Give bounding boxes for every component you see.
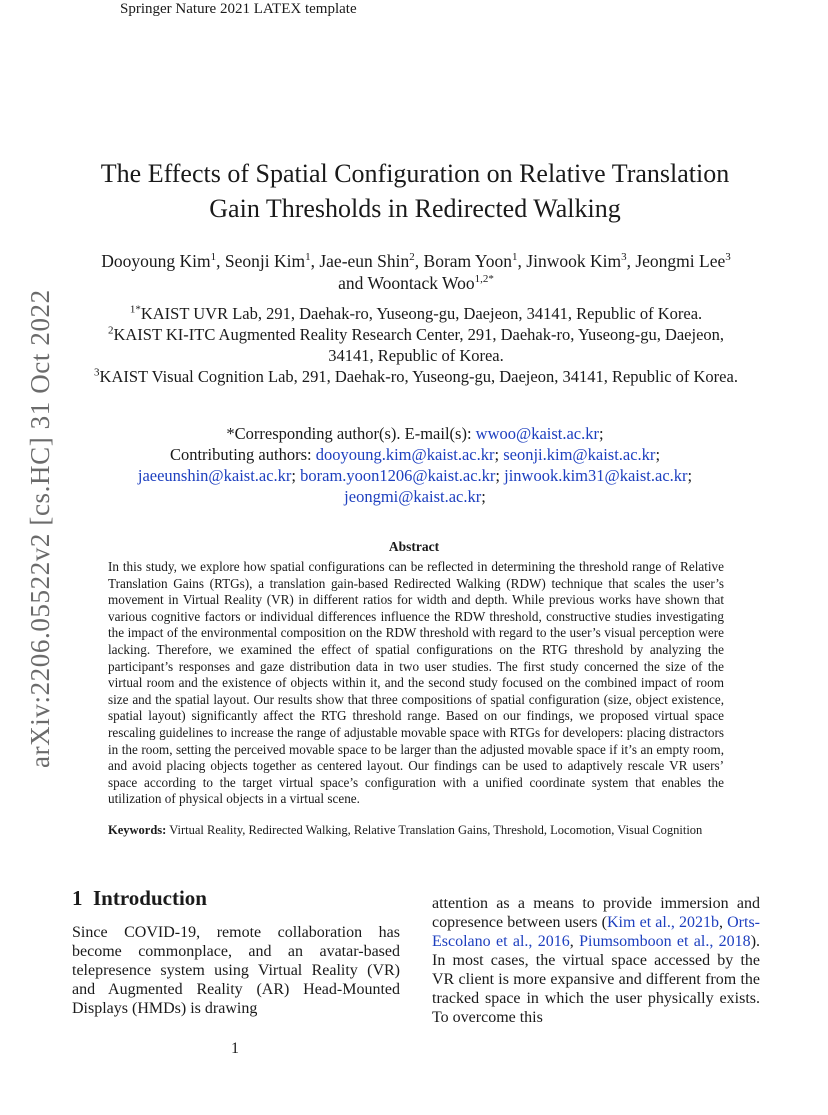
email-link[interactable]: dooyoung.kim@kaist.ac.kr	[315, 445, 495, 464]
keywords-label: Keywords:	[108, 823, 167, 837]
author: Woontack Woo	[367, 273, 475, 293]
body-column-right	[432, 894, 760, 1027]
arxiv-sidebar-stamp: arXiv:2206.05522v2 [cs.HC] 31 Oct 2022	[25, 289, 55, 768]
section-title: Introduction	[93, 886, 207, 910]
contributing-label: Contributing authors:	[169, 445, 312, 464]
author-affiliation-mark: 2	[409, 251, 415, 264]
keywords-text: Virtual Reality, Redirected Walking, Relative Translation Gains, Threshold, Locomotion, Visual Cognition	[169, 823, 703, 837]
affiliation-text: KAIST UVR Lab, 291, Daehak-ro, Yuseong-gu, Daejeon, 34141, Republic of Korea.	[140, 304, 703, 323]
affiliation-mark: 3	[94, 366, 100, 379]
affiliation-mark: 1*	[129, 303, 141, 316]
paragraph: Since COVID-19, remote collaboration has become commonplace, and an avatar-based telepresence system using Virtual Reality (VR) and Augmented Reality (AR) Head-Mounted Displays (HMDs) is drawing	[72, 924, 400, 1017]
affiliation-3	[86, 366, 746, 387]
paragraph-text: attention as a means to provide immersion and copresence between users (	[432, 895, 760, 931]
author: Seonji Kim	[224, 251, 306, 271]
email-link[interactable]: jinwook.kim31@kaist.ac.kr	[504, 466, 688, 485]
paragraph-text: ). In most cases, the virtual space accessed by the VR client is more expansive and different from the tracked space in which the user physically exists. To overcome this	[432, 933, 761, 1026]
correspondence-block: *Corresponding author(s). E-mail(s): wwoo@kaist.ac.kr; Contributing authors: dooyoung.kim@kaist.ac.kr; seonji.kim@kaist.ac.kr; jaeeunshin@kaist.ac.kr; boram.yoon1206@kaist.ac.kr; jinwook.kim31@kaist.ac.kr; jeongmi@kaist.ac.kr;	[137, 424, 693, 506]
author: Jae-eun Shin	[319, 251, 410, 271]
author-affiliation-mark: 1	[210, 251, 217, 264]
author-affiliation-mark: 3	[725, 251, 731, 264]
paragraph: attention as a means to provide immersion and copresence between users (Kim et al., 2021b, Orts-Escolano et al., 2016, Piumsomboon et al., 2018). In most cases, the virtual space accessed by the VR client is more expansive and different from the tracked space in which the user physically exists. To overcome this	[432, 895, 761, 1026]
author-affiliation-mark: 3	[621, 251, 627, 264]
section-heading	[72, 886, 207, 911]
page-number: 1	[231, 1040, 239, 1057]
affiliation-text: KAIST KI-ITC Augmented Reality Research Center, 291, Daehak-ro, Yuseong-gu, Daejeon, 34141, Republic of Korea.	[113, 325, 725, 365]
email-link[interactable]: boram.yoon1206@kaist.ac.kr	[300, 466, 496, 485]
email-link[interactable]: seonji.kim@kaist.ac.kr	[503, 445, 656, 464]
abstract-body: In this study, we explore how spatial configurations can be reflected in determining the threshold range of Relative Translation Gains (RTGs), a translation gain-based Redirected Walking (RDW) technique that scales the user’s movement in Virtual Reality (VR) in different ratios for width and depth. While previous works have shown that various cognitive factors or individual differences influence the RDW threshold, constructive studies investigating the impact of the environmental composition on the RDW threshold with regard to the user’s visual perception were lacking. Therefore, we examined the effect of spatial configurations on the RTG threshold by analyzing the participant’s responses and gaze distribution data in two user studies. The first study concerned the size of the virtual room and the existence of objects within it, and the second study focused on the combined impact of room size and the spatial layout. Our results show that three compositions of spatial configuration (size, object existence, spatial layout) significantly affect the RTG threshold range. Based on our findings, we proposed virtual space rescaling guidelines to increase the range of adjustable movable space with RTGs for developers: placing distractors in the room, setting the perceived movable space to be larger than the adjusted movable space if it’s an empty room, and avoid placing objects together as centered layout. Our findings can be used to adaptively rescale VR users’ space according to the target virtual space’s configuration with a unified coordinate system that enables the utilization of physical objects in a virtual scene.	[108, 559, 724, 807]
affiliation-2	[86, 324, 746, 366]
author-affiliation-mark: 1,2*	[474, 273, 494, 286]
running-header: Springer Nature 2021 LATEX template	[120, 1, 357, 17]
citation-link[interactable]: Kim et al., 2021b	[607, 914, 719, 931]
title-line-2: Gain Thresholds in Redirected Walking	[209, 194, 621, 223]
corresponding-email-link[interactable]: wwoo@kaist.ac.kr	[475, 424, 600, 443]
author: Jeongmi Lee	[635, 251, 726, 271]
section-number: 1	[72, 886, 83, 910]
affiliation-text: KAIST Visual Cognition Lab, 291, Daehak-ro, Yuseong-gu, Daejeon, 34141, Republic of Korea.	[99, 367, 738, 386]
title-line-1: The Effects of Spatial Configuration on Relative Translation	[100, 159, 730, 188]
affiliation-mark: 2	[107, 324, 114, 337]
email-link[interactable]: jaeeunshin@kaist.ac.kr	[137, 466, 292, 485]
author: Dooyoung Kim	[101, 251, 211, 271]
authors-conjunction: and	[338, 273, 364, 293]
citation-link[interactable]: Piumsomboon et al., 2018	[579, 933, 751, 950]
author-affiliation-mark: 1	[305, 251, 311, 264]
email-link[interactable]: jeongmi@kaist.ac.kr	[344, 487, 482, 506]
abstract-heading: Abstract	[388, 539, 440, 554]
author: Boram Yoon	[423, 251, 513, 271]
corresponding-label: *Corresponding author(s). E-mail(s):	[226, 424, 472, 443]
affiliation-1	[86, 303, 746, 324]
author: Jinwook Kim	[526, 251, 622, 271]
author-affiliation-mark: 1	[512, 251, 518, 264]
keywords-line	[108, 823, 728, 838]
citation-link[interactable]: Orts-Escolano et al., 2016	[432, 914, 760, 950]
affiliations	[86, 303, 746, 387]
author-list: Dooyoung Kim$^1$, Seonji Kim$^1$, Jae-eun Shin$^2$, Boram Yoon$^1$, Jinwook Kim$^3$, Jeongmi Lee$^3$ and Woontack Woo$^{1,2*}$	[101, 251, 731, 293]
body-column-left	[72, 923, 400, 1018]
paper-title	[80, 156, 750, 226]
